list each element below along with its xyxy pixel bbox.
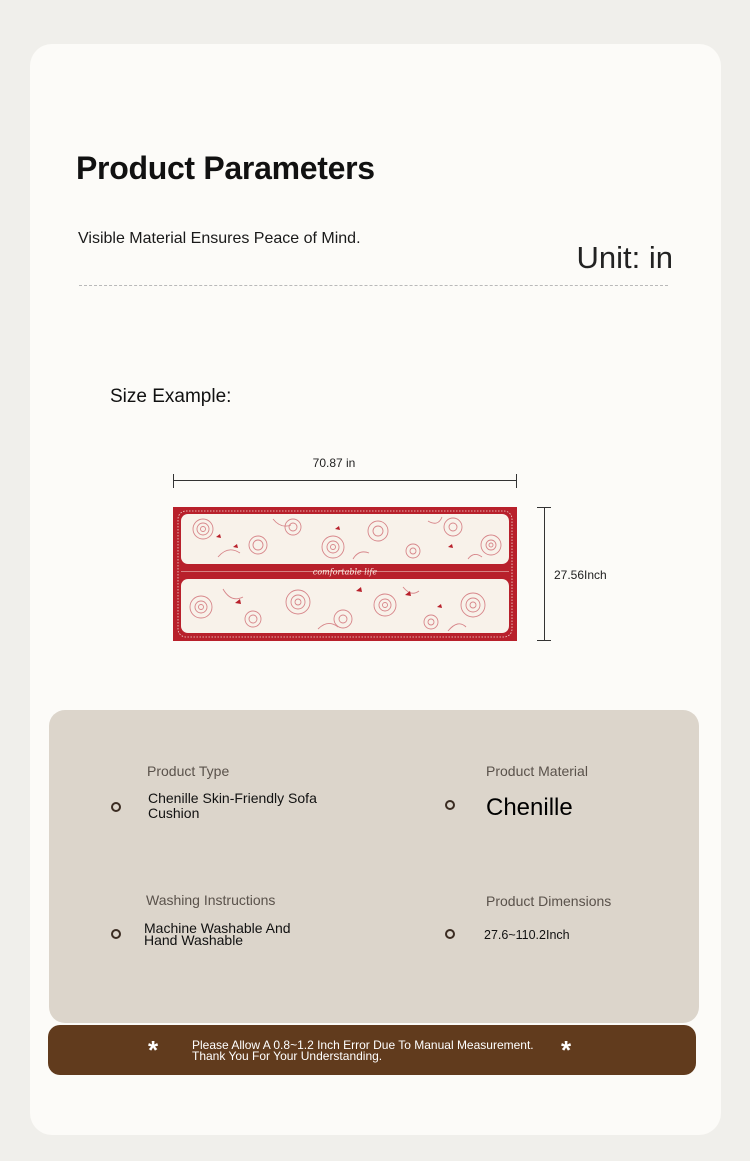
note-line-1: Please Allow A 0.8~1.2 Inch Error Due To Manual Measurement. — [192, 1038, 534, 1052]
product-dimensions-label: Product Dimensions — [486, 893, 612, 909]
product-material-label: Product Material — [486, 763, 588, 779]
product-dimensions-value: 27.6~110.2Inch — [484, 928, 570, 942]
size-example-heading: Size Example: — [110, 386, 232, 407]
asterisk-icon: * — [148, 1035, 159, 1065]
svg-text:comfortable life: comfortable life — [312, 567, 378, 577]
bullet-icon — [111, 802, 121, 812]
product-type-label: Product Type — [147, 763, 230, 779]
product-material-value: Chenille — [486, 794, 573, 821]
washing-instructions-label: Washing Instructions — [146, 892, 276, 908]
bullet-icon — [445, 929, 455, 939]
width-dimension-line — [173, 474, 517, 488]
height-dimension-line — [536, 507, 552, 641]
note-text — [192, 1040, 552, 1061]
page-subtitle: Visible Material Ensures Peace of Mind. — [78, 230, 361, 247]
height-dimension-label: 27.56Inch — [554, 568, 607, 582]
unit-label: Unit: in — [576, 240, 673, 275]
width-dimension-label: 70.87 in — [312, 456, 356, 470]
note-line-2: Thank You For Your Understanding. — [192, 1048, 383, 1063]
parameters-panel — [49, 710, 699, 1023]
product-type-value: Chenille Skin-Friendly Sofa Cushion — [148, 790, 317, 822]
page-title: Product Parameters — [76, 150, 375, 186]
measurement-note-banner — [48, 1025, 696, 1075]
bullet-icon — [445, 800, 455, 810]
dashed-divider — [79, 285, 668, 286]
bullet-icon — [111, 929, 121, 939]
washing-instructions-value: Machine Washable And Hand Washable — [144, 920, 291, 949]
cushion-image — [173, 507, 517, 641]
asterisk-icon: * — [561, 1035, 572, 1065]
